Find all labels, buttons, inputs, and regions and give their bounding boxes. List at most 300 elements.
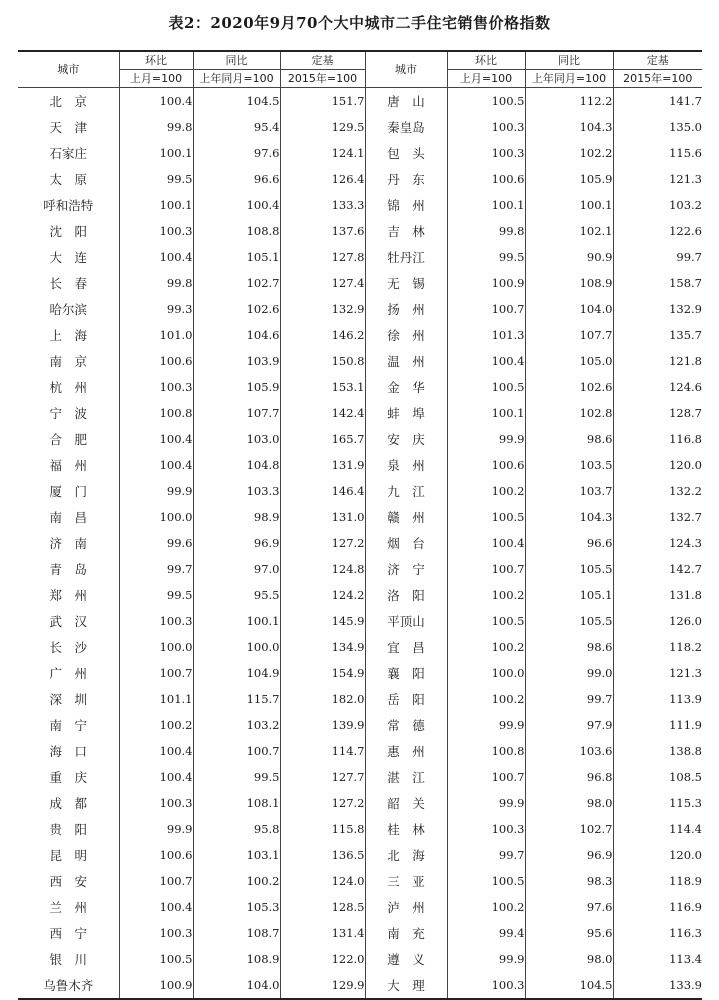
city-cell-right: 包 头 [365, 140, 447, 166]
table-row [18, 218, 702, 244]
city-cell-left: 哈尔滨 [18, 296, 119, 322]
mom-cell-left: 100.1 [119, 140, 193, 166]
table-row [18, 764, 702, 790]
yoy-cell-right: 107.7 [525, 322, 613, 348]
base-cell-left: 137.6 [280, 218, 365, 244]
mom-cell-left: 100.3 [119, 218, 193, 244]
mom-cell-right: 99.9 [447, 946, 525, 972]
yoy-cell-left: 105.9 [193, 374, 280, 400]
city-cell-left: 济 南 [18, 530, 119, 556]
yoy-cell-right: 103.7 [525, 478, 613, 504]
table-row [18, 426, 702, 452]
mom-cell-right: 100.5 [447, 608, 525, 634]
base-subheader-right: 2015年=100 [613, 70, 702, 88]
mom-subheader-right: 上月=100 [447, 70, 525, 88]
mom-cell-right: 100.7 [447, 764, 525, 790]
city-cell-left: 武 汉 [18, 608, 119, 634]
mom-cell-right: 99.4 [447, 920, 525, 946]
base-cell-right: 120.0 [669, 848, 702, 862]
base-header-right: 定基 [613, 51, 702, 70]
mom-header-left: 环比 [119, 51, 193, 70]
yoy-cell-left: 100.1 [193, 608, 280, 634]
yoy-header-left: 同比 [193, 51, 280, 70]
city-cell-left: 重 庆 [18, 764, 119, 790]
yoy-cell-right: 97.9 [525, 712, 613, 738]
city-cell-right: 湛 江 [365, 764, 447, 790]
city-cell-right: 扬 州 [365, 296, 447, 322]
city-cell-left: 石家庄 [18, 140, 119, 166]
city-cell-left: 昆 明 [18, 842, 119, 868]
city-cell-right: 泉 州 [365, 452, 447, 478]
table-row [18, 816, 702, 842]
table-row [18, 634, 702, 660]
mom-cell-right: 99.9 [447, 426, 525, 452]
mom-cell-left: 100.0 [119, 634, 193, 660]
yoy-cell-right: 105.0 [525, 348, 613, 374]
base-cell-right: 124.3 [669, 536, 702, 550]
table-row [18, 348, 702, 374]
mom-cell-right: 100.2 [447, 582, 525, 608]
base-cell-right: 142.7 [669, 562, 702, 576]
mom-cell-left: 99.9 [119, 478, 193, 504]
yoy-cell-right: 98.0 [525, 946, 613, 972]
mom-cell-right: 100.1 [447, 192, 525, 218]
mom-cell-left: 100.3 [119, 608, 193, 634]
mom-cell-right: 99.5 [447, 244, 525, 270]
mom-cell-right: 100.3 [447, 114, 525, 140]
base-cell-left: 124.2 [280, 582, 365, 608]
yoy-cell-left: 98.9 [193, 504, 280, 530]
mom-cell-left: 99.5 [119, 582, 193, 608]
yoy-cell-left: 108.9 [193, 946, 280, 972]
mom-cell-left: 100.6 [119, 348, 193, 374]
yoy-cell-right: 99.7 [525, 686, 613, 712]
base-cell-right: 121.8 [669, 354, 702, 368]
mom-cell-left: 101.0 [119, 322, 193, 348]
mom-cell-right: 100.6 [447, 166, 525, 192]
yoy-cell-left: 99.5 [193, 764, 280, 790]
yoy-cell-right: 96.8 [525, 764, 613, 790]
city-cell-left: 杭 州 [18, 374, 119, 400]
city-cell-right: 桂 林 [365, 816, 447, 842]
table-row [18, 244, 702, 270]
yoy-cell-left: 103.2 [193, 712, 280, 738]
mom-cell-right: 99.8 [447, 218, 525, 244]
mom-cell-right: 100.1 [447, 400, 525, 426]
city-cell-left: 银 川 [18, 946, 119, 972]
mom-cell-right: 100.2 [447, 478, 525, 504]
city-cell-right: 岳 阳 [365, 686, 447, 712]
city-cell-right: 北 海 [365, 842, 447, 868]
city-cell-right: 赣 州 [365, 504, 447, 530]
table-row [18, 530, 702, 556]
yoy-cell-left: 104.0 [193, 972, 280, 999]
mom-cell-left: 100.4 [119, 894, 193, 920]
mom-cell-right: 100.5 [447, 868, 525, 894]
yoy-subheader-left: 上年同月=100 [193, 70, 280, 88]
base-cell-right: 111.9 [669, 718, 702, 732]
table-row [18, 920, 702, 946]
table-row [18, 114, 702, 140]
city-cell-left: 合 肥 [18, 426, 119, 452]
yoy-cell-left: 103.9 [193, 348, 280, 374]
yoy-cell-left: 104.5 [193, 88, 280, 115]
yoy-cell-right: 102.7 [525, 816, 613, 842]
base-cell-left: 139.9 [280, 712, 365, 738]
city-cell-right: 蚌 埠 [365, 400, 447, 426]
table-row [18, 894, 702, 920]
city-cell-right: 宜 昌 [365, 634, 447, 660]
base-cell-right: 103.2 [669, 198, 702, 212]
base-cell-right: 120.0 [669, 458, 702, 472]
base-header-left: 定基 [280, 51, 365, 70]
city-cell-left: 乌鲁木齐 [18, 972, 119, 999]
city-cell-left: 呼和浩特 [18, 192, 119, 218]
base-cell-right: 121.3 [669, 666, 702, 680]
city-header-right: 城市 [365, 51, 447, 88]
yoy-cell-right: 99.0 [525, 660, 613, 686]
mom-cell-right: 100.4 [447, 530, 525, 556]
base-cell-right: 132.9 [669, 302, 702, 316]
mom-cell-left: 101.1 [119, 686, 193, 712]
city-cell-left: 南 宁 [18, 712, 119, 738]
yoy-cell-left: 103.1 [193, 842, 280, 868]
city-cell-right: 牡丹江 [365, 244, 447, 270]
yoy-cell-left: 95.4 [193, 114, 280, 140]
table-row [18, 946, 702, 972]
base-cell-right: 132.7 [669, 510, 702, 524]
base-cell-right: 115.6 [669, 146, 702, 160]
yoy-cell-right: 112.2 [525, 88, 613, 115]
city-cell-right: 唐 山 [365, 88, 447, 115]
yoy-cell-left: 95.8 [193, 816, 280, 842]
mom-header-right: 环比 [447, 51, 525, 70]
base-cell-left: 146.4 [280, 478, 365, 504]
base-cell-right: 99.7 [676, 250, 702, 264]
base-cell-left: 127.2 [280, 790, 365, 816]
base-cell-right: 113.4 [669, 952, 702, 966]
yoy-cell-right: 103.5 [525, 452, 613, 478]
base-cell-left: 145.9 [280, 608, 365, 634]
yoy-cell-left: 108.1 [193, 790, 280, 816]
mom-cell-left: 99.9 [119, 816, 193, 842]
yoy-cell-left: 105.3 [193, 894, 280, 920]
city-cell-left: 广 州 [18, 660, 119, 686]
mom-cell-left: 100.4 [119, 244, 193, 270]
mom-cell-left: 100.5 [119, 946, 193, 972]
table-row [18, 270, 702, 296]
base-cell-left: 128.5 [280, 894, 365, 920]
yoy-cell-right: 97.6 [525, 894, 613, 920]
mom-cell-right: 100.7 [447, 556, 525, 582]
base-cell-left: 132.9 [280, 296, 365, 322]
mom-cell-right: 100.3 [447, 972, 525, 999]
base-cell-left: 127.2 [280, 530, 365, 556]
mom-cell-right: 100.5 [447, 88, 525, 115]
yoy-cell-left: 104.8 [193, 452, 280, 478]
base-cell-right: 118.2 [669, 640, 702, 654]
yoy-cell-left: 104.9 [193, 660, 280, 686]
city-cell-right: 惠 州 [365, 738, 447, 764]
city-cell-right: 南 充 [365, 920, 447, 946]
base-cell-left: 127.4 [280, 270, 365, 296]
yoy-cell-left: 105.1 [193, 244, 280, 270]
yoy-cell-right: 96.6 [525, 530, 613, 556]
yoy-cell-right: 96.9 [525, 842, 613, 868]
base-cell-left: 115.8 [280, 816, 365, 842]
yoy-cell-left: 100.0 [193, 634, 280, 660]
mom-cell-right: 99.9 [447, 712, 525, 738]
city-cell-right: 大 理 [365, 972, 447, 999]
base-cell-right: 122.6 [669, 224, 702, 238]
yoy-cell-right: 102.8 [525, 400, 613, 426]
base-cell-left: 129.5 [280, 114, 365, 140]
mom-cell-left: 100.4 [119, 88, 193, 115]
mom-cell-left: 99.7 [119, 556, 193, 582]
city-cell-right: 遵 义 [365, 946, 447, 972]
city-cell-left: 郑 州 [18, 582, 119, 608]
city-cell-left: 西 宁 [18, 920, 119, 946]
mom-cell-left: 100.4 [119, 738, 193, 764]
base-cell-left: 127.8 [280, 244, 365, 270]
city-cell-left: 海 口 [18, 738, 119, 764]
table-row [18, 452, 702, 478]
yoy-cell-left: 95.5 [193, 582, 280, 608]
city-cell-right: 泸 州 [365, 894, 447, 920]
mom-cell-left: 99.8 [119, 270, 193, 296]
city-cell-right: 安 庆 [365, 426, 447, 452]
city-cell-left: 成 都 [18, 790, 119, 816]
yoy-cell-left: 96.6 [193, 166, 280, 192]
yoy-cell-left: 103.0 [193, 426, 280, 452]
mom-cell-left: 100.2 [119, 712, 193, 738]
base-cell-right: 114.4 [669, 822, 702, 836]
city-cell-right: 济 宁 [365, 556, 447, 582]
city-cell-left: 太 原 [18, 166, 119, 192]
city-cell-left: 长 沙 [18, 634, 119, 660]
mom-cell-left: 100.4 [119, 426, 193, 452]
mom-cell-left: 100.7 [119, 868, 193, 894]
city-cell-right: 金 华 [365, 374, 447, 400]
city-cell-right: 无 锡 [365, 270, 447, 296]
mom-cell-left: 100.3 [119, 790, 193, 816]
yoy-cell-left: 108.7 [193, 920, 280, 946]
table-row [18, 712, 702, 738]
table-row [18, 842, 702, 868]
table-body [18, 88, 702, 1000]
table-row [18, 660, 702, 686]
yoy-cell-right: 104.0 [525, 296, 613, 322]
mom-cell-right: 100.5 [447, 374, 525, 400]
base-cell-right: 115.3 [669, 796, 702, 810]
mom-cell-left: 100.7 [119, 660, 193, 686]
base-cell-right: 135.7 [669, 328, 702, 342]
city-cell-left: 长 春 [18, 270, 119, 296]
city-cell-left: 大 连 [18, 244, 119, 270]
table-row [18, 296, 702, 322]
base-cell-left: 154.9 [280, 660, 365, 686]
yoy-cell-right: 102.1 [525, 218, 613, 244]
mom-cell-left: 99.3 [119, 296, 193, 322]
base-cell-left: 131.0 [280, 504, 365, 530]
yoy-cell-left: 103.3 [193, 478, 280, 504]
city-cell-left: 南 京 [18, 348, 119, 374]
base-cell-left: 124.8 [280, 556, 365, 582]
table-row [18, 504, 702, 530]
yoy-cell-right: 104.5 [525, 972, 613, 999]
base-cell-right: 116.3 [669, 926, 702, 940]
yoy-cell-right: 102.6 [525, 374, 613, 400]
city-cell-right: 徐 州 [365, 322, 447, 348]
base-cell-right: 141.7 [669, 94, 702, 108]
base-cell-right: 113.9 [669, 692, 702, 706]
base-cell-right: 118.9 [669, 874, 702, 888]
yoy-cell-right: 104.3 [525, 114, 613, 140]
mom-cell-right: 100.8 [447, 738, 525, 764]
base-cell-left: 124.1 [280, 140, 365, 166]
table-row [18, 478, 702, 504]
yoy-cell-right: 95.6 [525, 920, 613, 946]
yoy-header-right: 同比 [525, 51, 613, 70]
mom-cell-left: 100.1 [119, 192, 193, 218]
base-cell-right: 133.9 [613, 972, 702, 999]
price-index-table [18, 50, 702, 1000]
yoy-cell-left: 97.6 [193, 140, 280, 166]
city-cell-left: 南 昌 [18, 504, 119, 530]
mom-cell-left: 99.6 [119, 530, 193, 556]
city-cell-right: 九 江 [365, 478, 447, 504]
mom-cell-left: 100.6 [119, 842, 193, 868]
mom-cell-left: 99.5 [119, 166, 193, 192]
yoy-cell-right: 98.0 [525, 790, 613, 816]
base-cell-right: 126.0 [669, 614, 702, 628]
city-cell-right: 常 德 [365, 712, 447, 738]
mom-cell-right: 100.5 [447, 504, 525, 530]
mom-cell-left: 100.0 [119, 504, 193, 530]
mom-cell-right: 100.6 [447, 452, 525, 478]
mom-cell-right: 100.3 [447, 816, 525, 842]
base-cell-left: 133.3 [280, 192, 365, 218]
base-cell-left: 129.9 [280, 972, 365, 999]
table-header [18, 51, 702, 88]
table-row [18, 738, 702, 764]
yoy-cell-right: 90.9 [525, 244, 613, 270]
table-row [18, 868, 702, 894]
yoy-subheader-right: 上年同月=100 [525, 70, 613, 88]
base-subheader-left: 2015年=100 [280, 70, 365, 88]
mom-cell-left: 100.4 [119, 452, 193, 478]
base-cell-left: 134.9 [280, 634, 365, 660]
city-cell-right: 吉 林 [365, 218, 447, 244]
mom-cell-left: 100.9 [119, 972, 193, 999]
yoy-cell-right: 108.9 [525, 270, 613, 296]
base-cell-right: 124.6 [669, 380, 702, 394]
mom-cell-right: 100.0 [447, 660, 525, 686]
base-cell-left: 122.0 [280, 946, 365, 972]
yoy-cell-left: 96.9 [193, 530, 280, 556]
city-cell-right: 洛 阳 [365, 582, 447, 608]
city-cell-right: 韶 关 [365, 790, 447, 816]
city-cell-right: 锦 州 [365, 192, 447, 218]
base-cell-right: 138.8 [669, 744, 702, 758]
city-cell-right: 襄 阳 [365, 660, 447, 686]
yoy-cell-right: 105.9 [525, 166, 613, 192]
mom-cell-right: 100.2 [447, 686, 525, 712]
mom-cell-right: 99.7 [447, 842, 525, 868]
base-cell-right: 128.7 [669, 406, 702, 420]
yoy-cell-left: 100.7 [193, 738, 280, 764]
base-cell-right: 116.8 [669, 432, 702, 446]
city-cell-left: 厦 门 [18, 478, 119, 504]
base-cell-left: 182.0 [280, 686, 365, 712]
table-row [18, 582, 702, 608]
yoy-cell-right: 98.3 [525, 868, 613, 894]
base-cell-right: 135.0 [669, 120, 702, 134]
city-cell-left: 沈 阳 [18, 218, 119, 244]
yoy-cell-right: 105.1 [525, 582, 613, 608]
mom-cell-right: 100.7 [447, 296, 525, 322]
base-cell-left: 131.9 [280, 452, 365, 478]
city-cell-right: 温 州 [365, 348, 447, 374]
city-cell-left: 深 圳 [18, 686, 119, 712]
table-row [18, 556, 702, 582]
base-cell-left: 146.2 [280, 322, 365, 348]
mom-cell-left: 100.4 [119, 764, 193, 790]
table-row [18, 88, 702, 115]
city-cell-left: 西 安 [18, 868, 119, 894]
city-cell-right: 平顶山 [365, 608, 447, 634]
base-cell-left: 126.4 [280, 166, 365, 192]
yoy-cell-left: 108.8 [193, 218, 280, 244]
table-row [18, 166, 702, 192]
base-cell-left: 142.4 [280, 400, 365, 426]
table-title: 表2：2020年9月70个大中城市二手住宅销售价格指数 [168, 14, 551, 32]
mom-cell-left: 100.3 [119, 920, 193, 946]
table-row [18, 374, 702, 400]
table-row [18, 400, 702, 426]
yoy-cell-left: 102.7 [193, 270, 280, 296]
city-cell-left: 青 岛 [18, 556, 119, 582]
base-cell-left: 124.0 [280, 868, 365, 894]
yoy-cell-right: 104.3 [525, 504, 613, 530]
base-cell-right: 131.8 [669, 588, 702, 602]
city-cell-left: 天 津 [18, 114, 119, 140]
base-cell-left: 127.7 [280, 764, 365, 790]
city-cell-right: 三 亚 [365, 868, 447, 894]
mom-cell-left: 100.8 [119, 400, 193, 426]
yoy-cell-left: 100.4 [193, 192, 280, 218]
city-cell-left: 宁 波 [18, 400, 119, 426]
base-cell-left: 114.7 [280, 738, 365, 764]
base-cell-left: 151.7 [280, 88, 365, 115]
yoy-cell-right: 98.6 [525, 634, 613, 660]
mom-cell-right: 100.2 [447, 894, 525, 920]
city-cell-left: 兰 州 [18, 894, 119, 920]
yoy-cell-left: 102.6 [193, 296, 280, 322]
mom-cell-right: 100.4 [447, 348, 525, 374]
mom-cell-right: 101.3 [447, 322, 525, 348]
city-cell-left: 上 海 [18, 322, 119, 348]
city-cell-right: 秦皇岛 [365, 114, 447, 140]
base-cell-right: 108.5 [669, 770, 702, 784]
base-cell-left: 165.7 [280, 426, 365, 452]
mom-cell-right: 100.3 [447, 140, 525, 166]
city-cell-left: 贵 阳 [18, 816, 119, 842]
table-row [18, 140, 702, 166]
base-cell-right: 116.9 [669, 900, 702, 914]
base-cell-right: 132.2 [669, 484, 702, 498]
table-row [18, 322, 702, 348]
